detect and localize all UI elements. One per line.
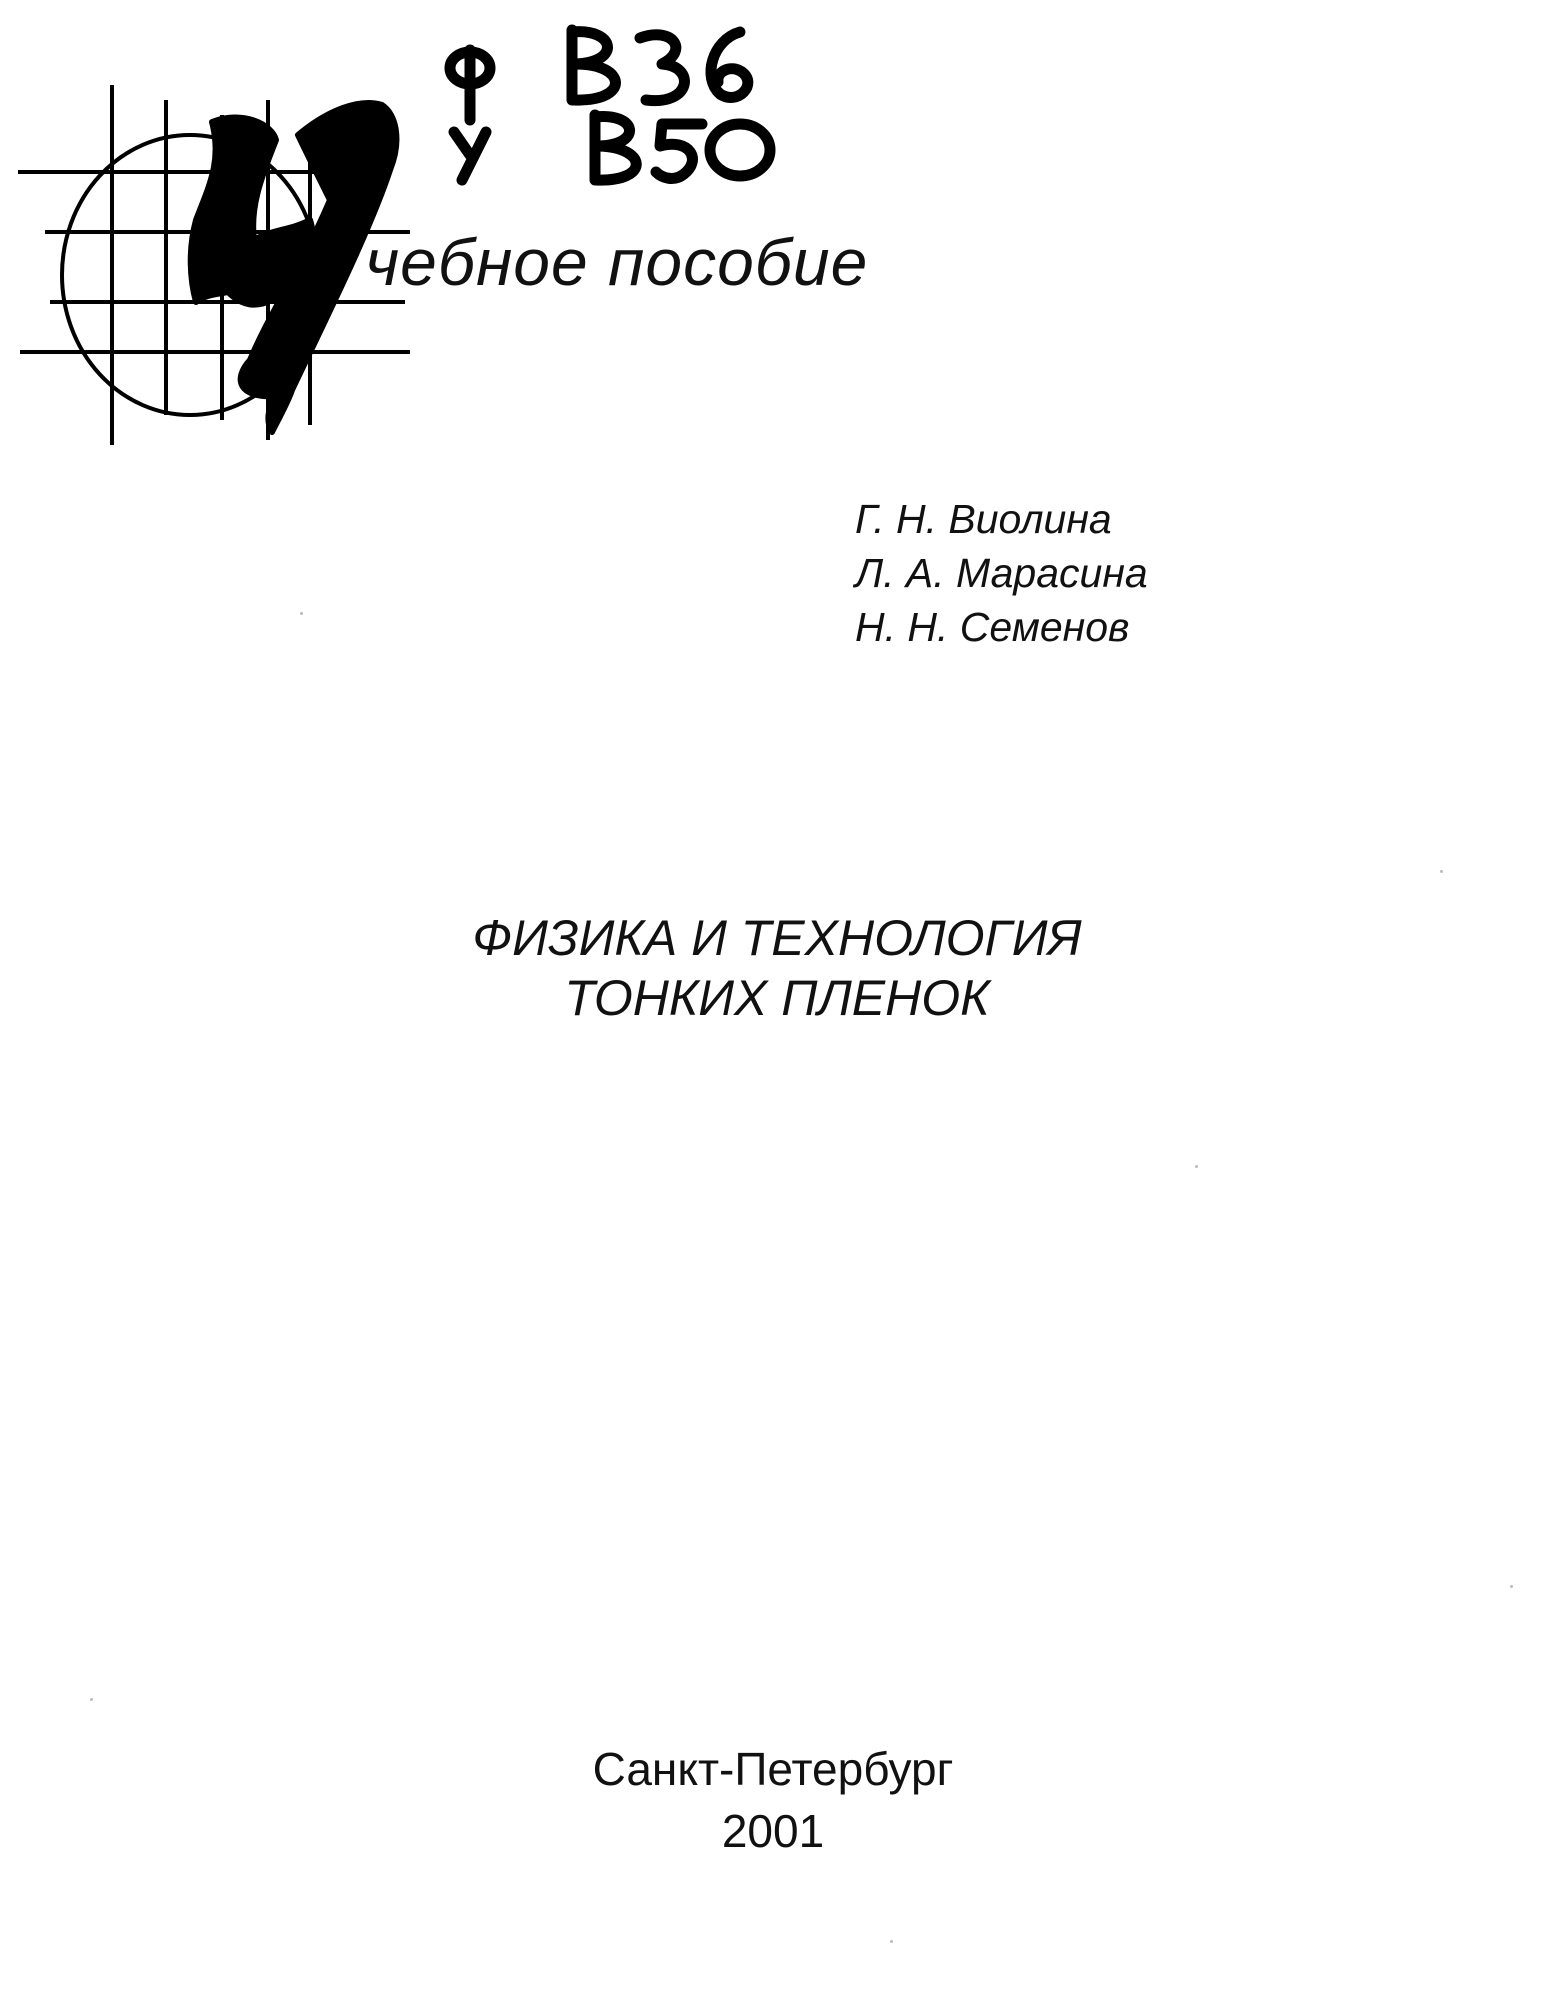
publication-city: Санкт-Петербург [592, 1743, 954, 1795]
author-name: Н. Н. Семенов [855, 604, 1130, 650]
publication-year: 2001 [721, 1805, 825, 1857]
book-title [0, 908, 1546, 1028]
series-label: чебное пособие [365, 225, 869, 299]
library-shelf-mark [440, 20, 860, 190]
scan-speck [1510, 1585, 1513, 1588]
scan-speck [90, 1698, 93, 1701]
scan-speck [300, 612, 303, 615]
scan-speck [1195, 1165, 1198, 1168]
author-list [855, 492, 1148, 654]
book-title-line-2: ТОНКИХ ПЛЕНОК [564, 970, 990, 1026]
scan-speck [890, 1940, 893, 1943]
author-name: Л. А. Марасина [855, 550, 1148, 596]
author-name: Г. Н. Виолина [855, 496, 1112, 542]
book-title-line-1: ФИЗИКА И ТЕХНОЛОГИЯ [472, 910, 1082, 966]
scan-speck [1440, 870, 1443, 873]
imprint [0, 1738, 1546, 1862]
